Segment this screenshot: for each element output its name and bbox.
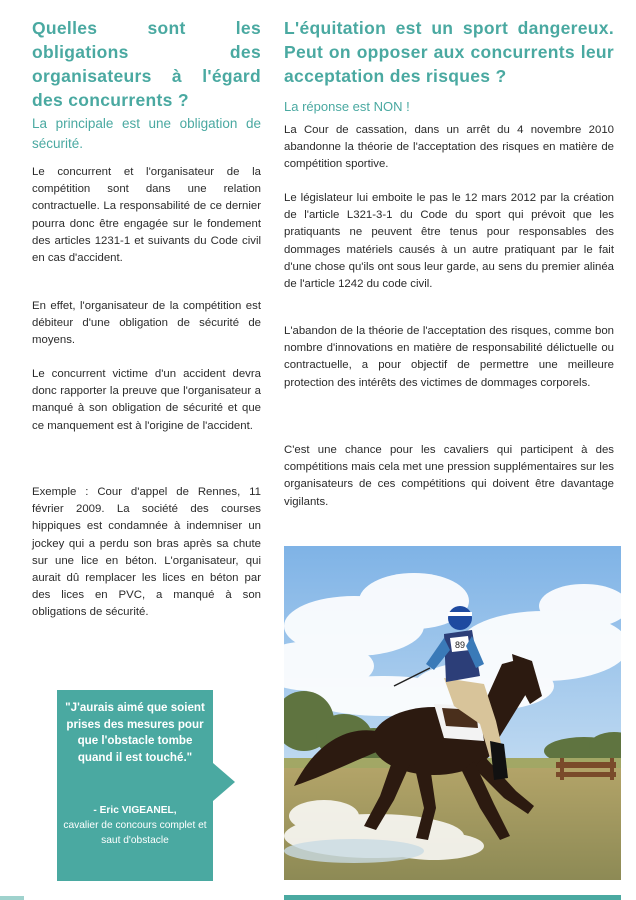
accent-bar-left [0,896,24,900]
left-subheading: La principale est une obligation de sécurité. [32,116,261,151]
right-subheading: La réponse est NON ! [284,99,410,114]
quote-author-role-2: saut d'obstacle [101,835,169,847]
right-paragraph-3: L'abandon de la théorie de l'acceptation des risques, comme bon nombre d'innovations en matière de responsabilité délictuelle ou contractuelle, a pour objectif de permettre une meilleure protection des intérêts des victimes de dommages corporels. [284,325,614,389]
left-paragraph-1: Le concurrent et l'organisateur de la compétition sont dans une relation contractuelle. La responsabilité de ce dernier pourra donc être engagée sur le fondement des articles 1231-1 et suivants du Code civil en cas d'accident. [32,166,261,265]
quote-attribution [63,803,207,849]
left-heading: Quelles sont les obligations des organisateurs à l'égard des concurrents ? [32,18,261,110]
quote-author: - Eric VIGEANEL, [93,805,177,816]
quote-arrow-pointer [213,763,235,801]
rider-bib-number: 89 [454,640,466,650]
right-paragraph-2: Le législateur lui emboite le pas le 12 mars 2012 par la création de l'article L321-3-1 du Code du sport qui prévoit que les pratiquants ne peuvent être tenus pour responsables des dommages matériels causés à un autre pratiquant par le fait d'une chose qu'ils ont sous leur garde, au sens du premier alinéa de l'article 1242 du code civil. [284,192,614,291]
quote-text: "J'aurais aimé que soient prises des mesures pour que l'obstacle tombe quand il est touché." [65,701,205,764]
quote-author-role-1: cavalier de concours complet et [63,820,207,832]
accent-bar-right [284,895,621,900]
left-paragraph-4: Exemple : Cour d'appel de Rennes, 11 février 2009. La société des courses hippiques est condamnée à indemniser un jockey qui a perdu son bras après sa chute sur une lice en béton. L'organisateur, qui aurait dû remplacer les lices en béton par des lices en PVC, a manqué à son obligations de sécurité. [32,486,261,619]
left-paragraph-3: Le concurrent victime d'un accident devra donc rapporter la preuve que l'organisateur a manqué à son obligation de sécurité et que ce manquement est à l'origine de l'accident. [32,368,261,432]
horse-rider-photo [284,546,621,880]
right-paragraph-4: C'est une chance pour les cavaliers qui participent à des compétitions mais cela met une pression supplémentaires sur les organisateurs de ces compétitions qui doivent être davantage vigilants. [284,444,614,508]
left-paragraph-2: En effet, l'organisateur de la compétition est débiteur d'une obligation de sécurité de moyens. [32,300,261,347]
right-heading: L'équitation est un sport dangereux. Peut on opposer aux concurrents leur acceptation des risques ? [284,18,614,86]
quote-callout [57,690,213,881]
right-paragraph-1: La Cour de cassation, dans un arrêt du 4 novembre 2010 abandonne la théorie de l'acceptation des risques en matière de compétition sportive. [284,124,614,171]
